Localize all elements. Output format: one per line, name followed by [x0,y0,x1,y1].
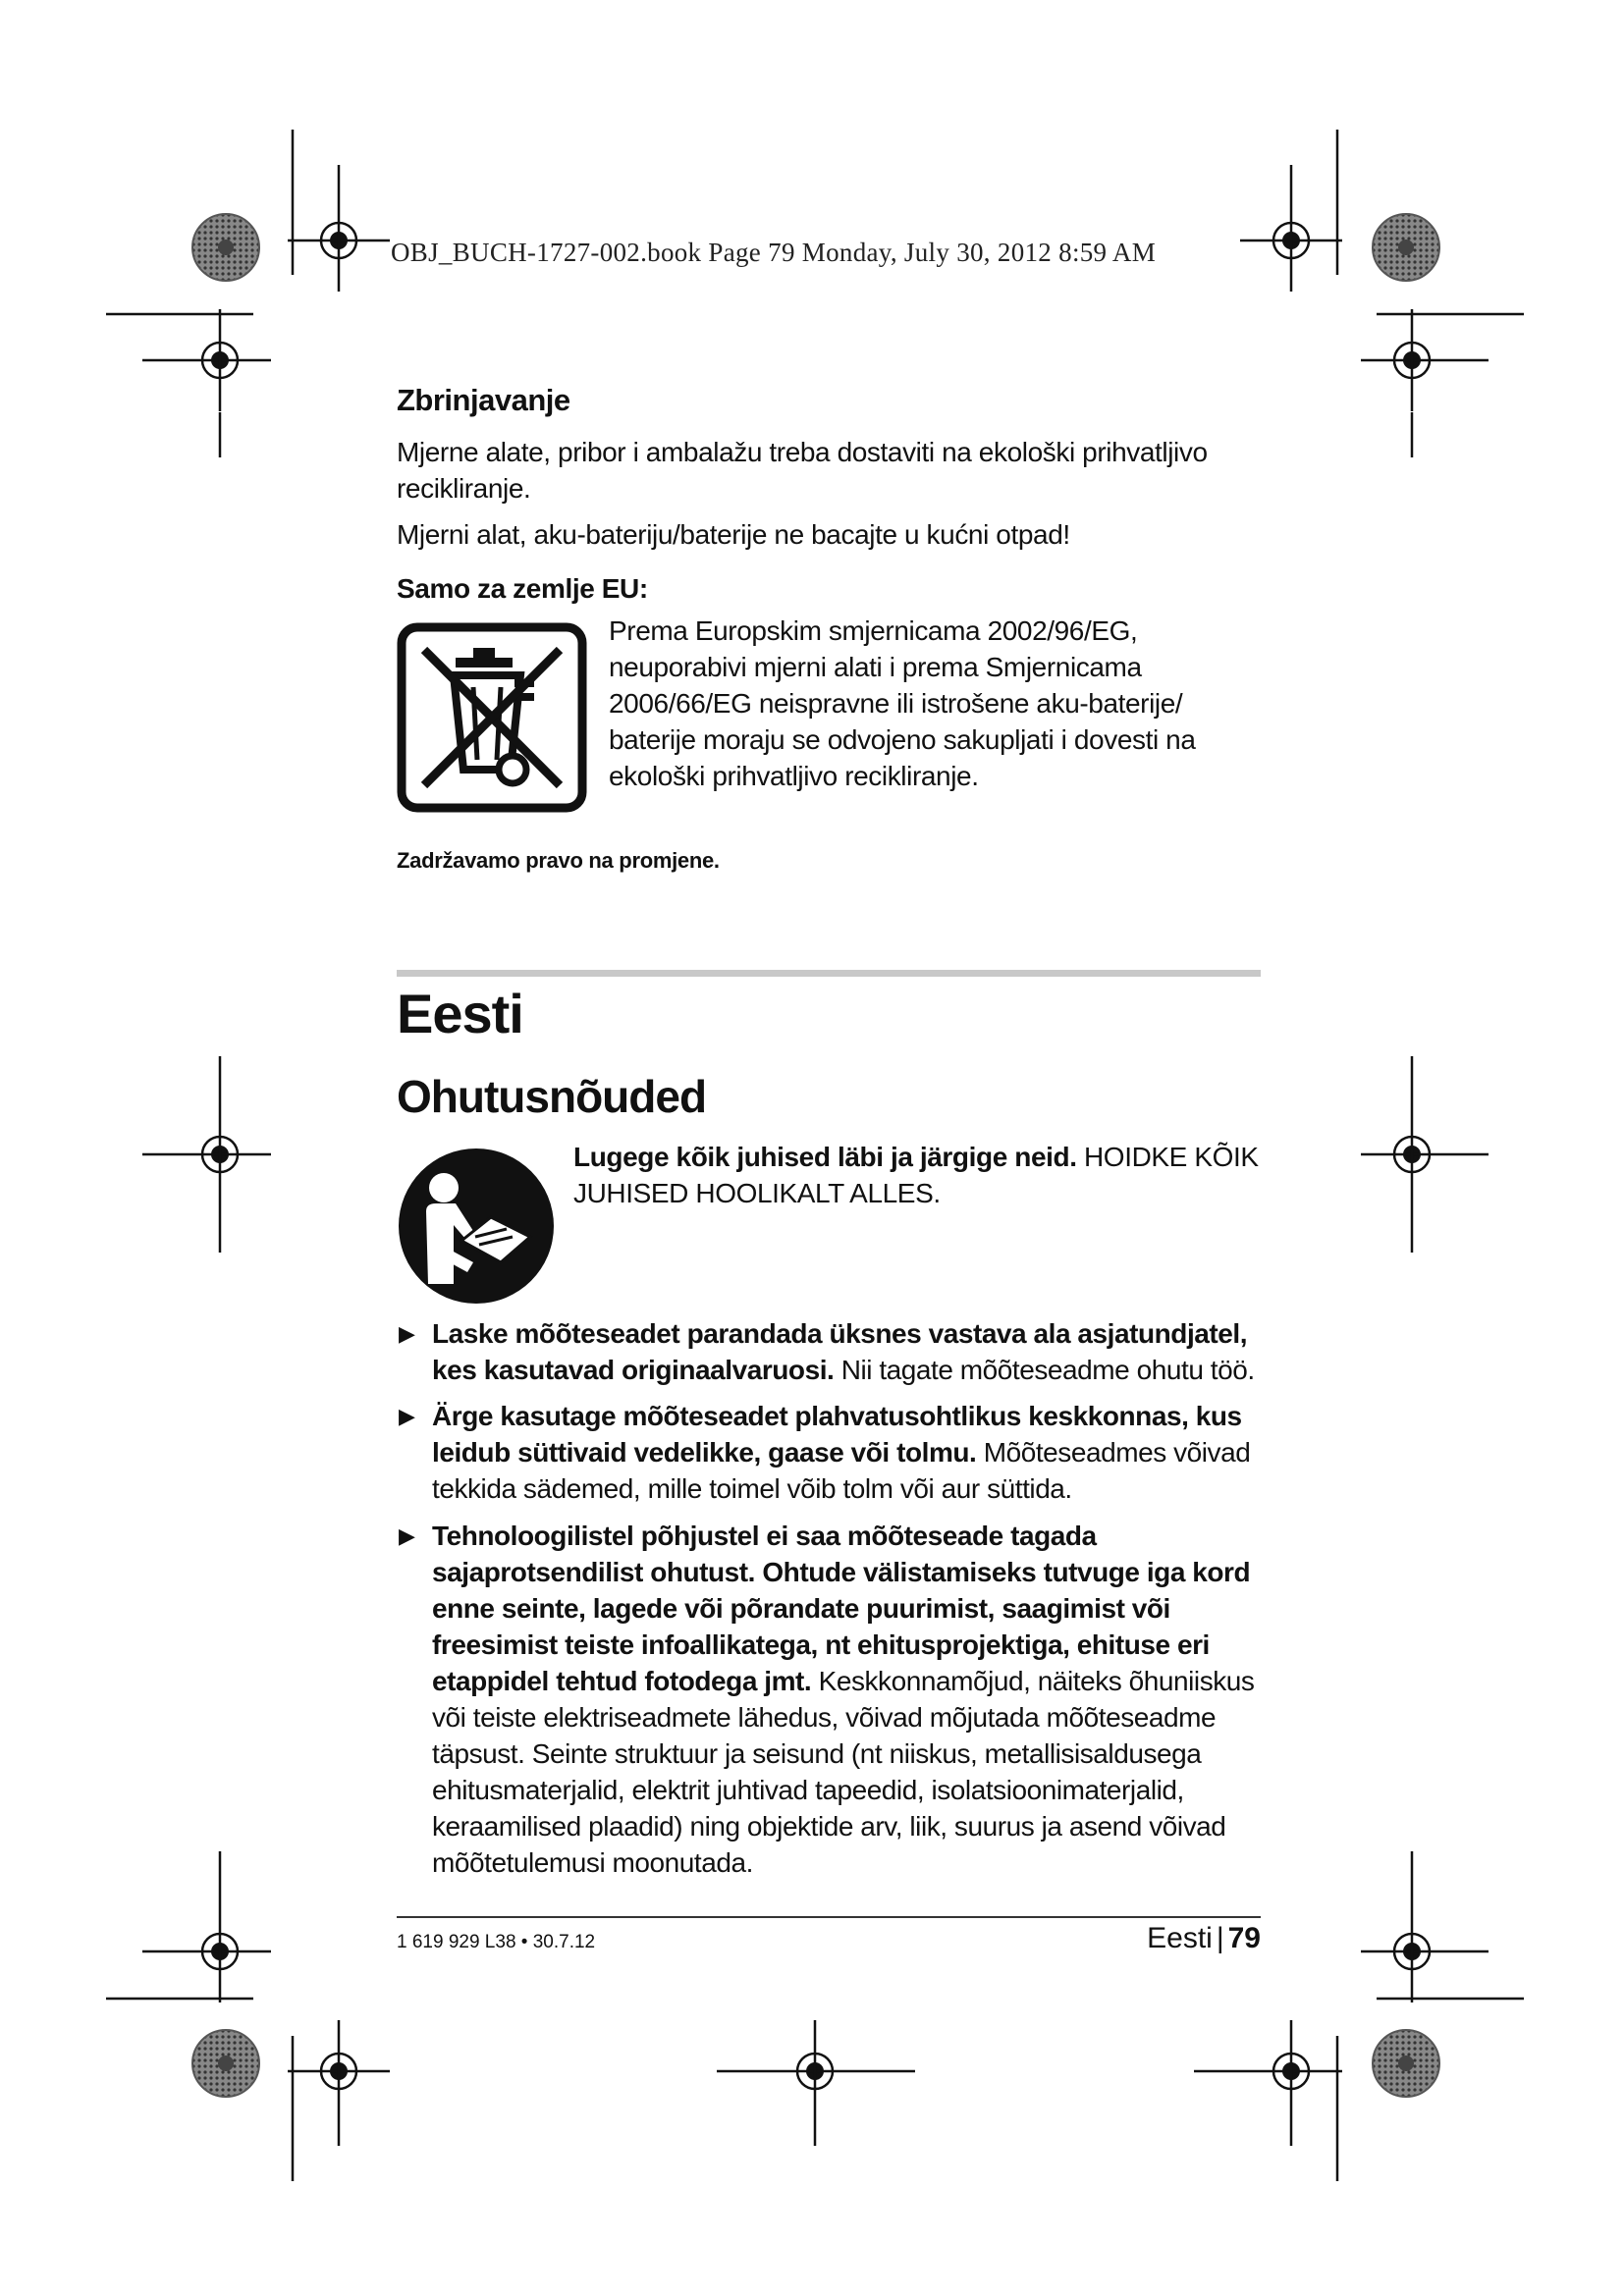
footer-section: Eesti [1147,1922,1213,1954]
bullet-3-bold: Tehnoloogilistel põhjustel ei saa mõõteseade tagada sajaprotsendilist ohutust. Ohtude välistamiseks tutvuge iga kord enne seinte, lagede või põrandate puurimist, saagimist või freesimist teiste infoallikatega, nt ehitusprojektiga, ehituse eri etappidel tehtud fotodega jmt. [432,1521,1251,1696]
slug-line: OBJ_BUCH-1727-002.book Page 79 Monday, July 30, 2012 8:59 AM [391,238,1157,267]
weee-crossed-bin-icon [397,622,587,813]
bullet-1-bold: Laske mõõteseadet parandada üksnes vastava ala asjatundjatel, kes kasutavad originaalvaruosi. [432,1318,1248,1385]
bullet-2-normal: Mõõteseadmes võivad tekkida sädemed, mille toimel võib tolm või aur süttida. [432,1437,1251,1504]
bullet-2-bold: Ärge kasutage mõõteseadet plahvatusohtlikus keskkonnas, kus leidub süttivaid vedelikke, gaase või tolmu. [432,1401,1242,1468]
safety-heading: Ohutusnõuded [397,1071,707,1122]
disposal-heading: Zbrinjavanje [397,383,570,417]
language-title: Eesti [397,983,523,1044]
footer-doc-code: 1 619 929 L38 • 30.7.12 [397,1932,596,1952]
bullet-triangle-icon: ▶ [399,1523,415,1548]
safety-bullet-1 [397,1315,1261,1388]
footer-rule [397,1916,1261,1918]
page-number: 79 [1227,1922,1261,1954]
bullet-triangle-icon: ▶ [399,1321,415,1346]
eu-disposal-text: Prema Europskim smjernicama 2002/96/EG, neuporabivi mjerni alati i prema Smjernicama 2006/66/EG neispravne ili istrošene aku-baterije/ baterije moraju se odvojeno sakupljati i dovesti na ekološki prihvatljivo recikliranje. [609,615,1196,791]
bullet-triangle-icon: ▶ [399,1404,415,1428]
reservation-note: Zadržavamo pravo na promjene. [397,848,720,873]
footer-page-label [1147,1922,1261,1955]
disposal-para-2: Mjerni alat, aku-bateriju/baterije ne bacajte u kućni otpad! [397,519,1070,550]
safety-bullet-2 [397,1398,1261,1507]
read-instructions-bold: Lugege kõik juhised läbi ja järgige neid. [573,1142,1077,1172]
disposal-para-1: Mjerne alate, pribor i ambalažu treba dostaviti na ekološki prihvatljivo recikliranje. [397,437,1208,504]
safety-bullet-3 [397,1518,1261,1881]
bullet-3-normal: Keskkonnamõjud, näiteks õhuniiskus või teiste elektriseadmete lähedus, võivad mõjutada mõõteseadme täpsust. Seinte struktuur ja seisund (nt niiskus, metallisisaldusega ehitusmaterjalid, elektrit juhtivad tapeedid, isolatsioonimaterjalid, keraamilised plaadid) ning objektide arv, liik, suurus ja asend võivad mõõtetulemusi moonutada. [432,1666,1255,1878]
footer-separator: | [1216,1922,1224,1954]
read-instructions [573,1139,1261,1211]
read-manual-icon [397,1147,556,1306]
read-instructions-normal: HOIDKE KÕIK JUHISED HOOLIKALT ALLES. [573,1142,1259,1208]
section-divider [397,970,1261,977]
bullet-1-normal: Nii tagate mõõteseadme ohutu töö. [834,1355,1255,1385]
eu-heading: Samo za zemlje EU: [397,573,648,604]
